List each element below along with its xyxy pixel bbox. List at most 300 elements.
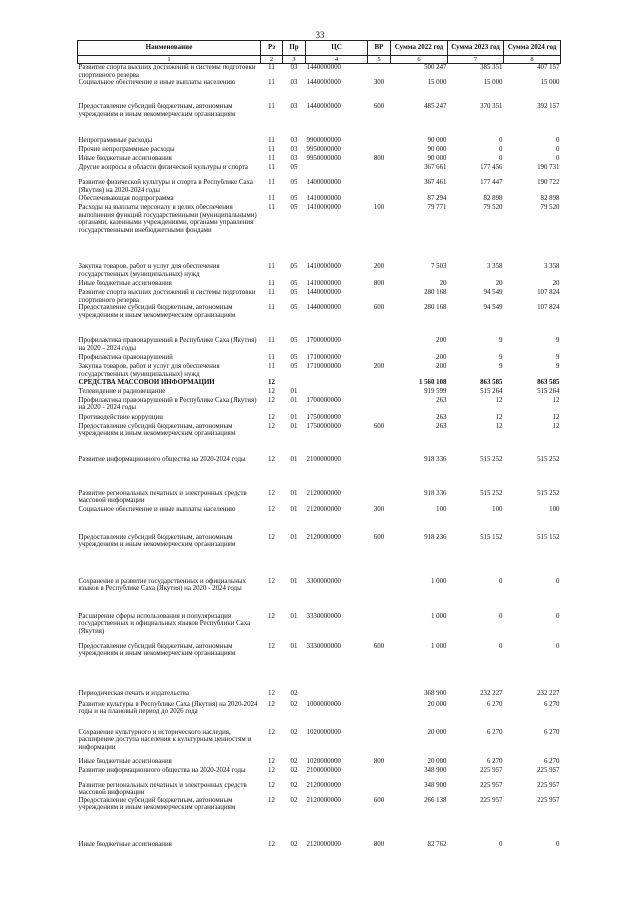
cell-s2024: 9 <box>556 354 560 362</box>
table-row <box>78 280 561 289</box>
cell-s2023: 177 447 <box>480 179 503 187</box>
cell-rz: 11 <box>268 289 275 297</box>
cell-vr: 300 <box>373 505 385 513</box>
cell-rz: 12 <box>268 781 275 789</box>
table-row <box>78 304 561 337</box>
cell-s2022: 918 336 <box>424 455 447 463</box>
cell-s2024: 6 270 <box>543 757 560 765</box>
cell-cs: 1400000000 <box>306 179 341 187</box>
table-row <box>78 613 561 643</box>
cell-s2023: 0 <box>499 146 503 154</box>
cell-s2023: 370 351 <box>480 103 503 111</box>
cell-name: Предоставление субсидий бюджетным, автономным учреждениям и иным некоммерческим организациям <box>78 422 236 438</box>
cell-vr <box>368 379 391 388</box>
cell-rz: 12 <box>268 533 275 541</box>
table-row <box>78 137 561 146</box>
cell-cs: 1750000000 <box>306 422 341 430</box>
cell-vr <box>368 146 391 155</box>
cell-cs: 1020000000 <box>306 757 341 765</box>
cell-s2024: 12 <box>552 396 560 404</box>
cell-s2022: 368 900 <box>424 689 447 697</box>
cell-vr: 200 <box>373 363 385 371</box>
cell-rz: 12 <box>268 757 275 765</box>
table-row <box>78 179 561 195</box>
cell-s2022: 263 <box>436 396 447 404</box>
cell-cs: 1440000000 <box>306 64 341 71</box>
cell-s2023: 515 252 <box>480 455 503 463</box>
cell-rz: 12 <box>268 387 275 395</box>
cell-s2024: 515 264 <box>537 387 560 395</box>
table-body <box>78 64 561 851</box>
table-row <box>78 195 561 204</box>
cell-rz: 12 <box>268 642 275 650</box>
cell-s2022: 90 000 <box>427 137 447 145</box>
header-name: Наименование <box>78 41 261 56</box>
table-row <box>78 103 561 137</box>
table-row <box>78 782 561 797</box>
cell-s2022: 200 <box>436 354 447 362</box>
column-number: 6 <box>391 56 448 64</box>
cell-vr <box>368 179 391 195</box>
column-number: 8 <box>504 56 561 64</box>
cell-pr: 02 <box>290 766 298 774</box>
cell-s2024: 515 252 <box>537 455 560 463</box>
cell-pr: 03 <box>290 146 298 154</box>
cell-vr <box>368 701 391 729</box>
cell-name: Социальное обеспечение и иные выплаты населению <box>78 505 236 513</box>
cell-name: Непрограммные расходы <box>78 137 153 145</box>
cell-rz: 11 <box>268 195 275 203</box>
cell-pr: 01 <box>290 612 298 620</box>
cell-vr: 800 <box>373 155 385 163</box>
table-row <box>78 414 561 423</box>
cell-s2023: 6 270 <box>486 700 503 708</box>
cell-s2024: 190 722 <box>537 179 560 187</box>
cell-cs: 1440000000 <box>306 304 341 312</box>
cell-pr: 05 <box>290 304 298 312</box>
cell-name: Сохранение культурного и исторического наследия, расширение доступа населения к культурным ценностям и информации <box>78 728 252 751</box>
table-row <box>78 578 561 613</box>
cell-name: Обеспечивающая подпрограмма <box>78 195 174 203</box>
cell-vr <box>368 164 391 179</box>
cell-name: Прочие непрограммные расходы <box>78 146 175 154</box>
cell-cs: 1410000000 <box>306 204 341 212</box>
cell-s2024: 6 270 <box>543 728 560 736</box>
cell-s2023: 12 <box>495 413 503 421</box>
cell-rz: 11 <box>268 179 275 187</box>
cell-s2024: 12 <box>552 413 560 421</box>
cell-s2023: 863 585 <box>480 378 503 386</box>
cell-cs: 1700000000 <box>306 396 341 404</box>
cell-pr: 03 <box>290 103 298 111</box>
column-number: 4 <box>306 56 368 64</box>
cell-rz: 11 <box>268 155 275 163</box>
table-row <box>78 797 561 841</box>
cell-name: Другие вопросы в области физической культуры и спорта <box>78 164 248 172</box>
cell-pr: 05 <box>290 195 298 203</box>
cell-s2023: 12 <box>495 396 503 404</box>
cell-s2024: 15 000 <box>540 79 560 87</box>
cell-vr <box>368 414 391 423</box>
cell-s2024: 12 <box>552 422 560 430</box>
table-row <box>78 64 561 80</box>
cell-cs <box>306 379 368 388</box>
cell-s2022: 82 762 <box>427 840 447 848</box>
cell-s2024: 0 <box>556 155 560 163</box>
cell-s2022: 200 <box>436 337 447 345</box>
cell-cs: 2120000000 <box>306 489 341 497</box>
cell-s2023: 100 <box>492 505 503 513</box>
cell-s2023: 0 <box>499 612 503 620</box>
cell-s2023: 79 520 <box>483 204 503 212</box>
cell-name: Расширение сферы использования и популяризация государственных и официальных языков Республики Саха (Якутия) <box>78 612 251 635</box>
cell-s2022: 348 900 <box>424 766 447 774</box>
cell-pr: 03 <box>290 79 298 87</box>
cell-s2023: 0 <box>499 642 503 650</box>
table-row <box>78 690 561 701</box>
table-row <box>78 758 561 767</box>
cell-pr: 02 <box>290 796 298 804</box>
cell-pr: 01 <box>290 489 298 497</box>
cell-rz: 12 <box>268 489 275 497</box>
cell-s2023: 9 <box>499 337 503 345</box>
cell-rz: 12 <box>268 455 275 463</box>
cell-cs: 2120000000 <box>306 796 341 804</box>
cell-rz: 11 <box>268 146 275 154</box>
cell-pr: 05 <box>290 363 298 371</box>
header-sum-2023: Сумма 2023 год <box>448 41 504 56</box>
cell-name: Развитие информационного общества на 2020-2024 годы <box>78 766 246 774</box>
cell-name: Телевидение и радиовещание <box>78 387 166 395</box>
cell-s2024: 0 <box>556 137 560 145</box>
table-row <box>78 423 561 456</box>
cell-vr <box>368 578 391 613</box>
cell-s2022: 1 000 <box>430 612 447 620</box>
table-row <box>78 490 561 506</box>
table-row <box>78 289 561 304</box>
cell-vr <box>368 337 391 354</box>
cell-vr: 600 <box>373 533 385 541</box>
table-row <box>78 456 561 490</box>
cell-rz: 11 <box>268 64 275 71</box>
cell-s2023: 225 957 <box>480 796 503 804</box>
cell-s2022: 100 <box>436 505 447 513</box>
cell-rz: 11 <box>268 137 275 145</box>
cell-rz: 12 <box>268 700 275 708</box>
cell-s2023: 6 270 <box>486 757 503 765</box>
cell-cs: 2120000000 <box>306 840 341 848</box>
table-row <box>78 337 561 354</box>
cell-name: Иные бюджетные ассигнования <box>78 280 172 288</box>
cell-s2024: 392 157 <box>537 103 560 111</box>
cell-pr: 02 <box>290 728 298 736</box>
cell-s2024: 9 <box>556 363 560 371</box>
cell-s2022: 280 168 <box>424 289 447 297</box>
cell-cs: 3330000000 <box>306 612 341 620</box>
cell-cs: 1000000000 <box>306 700 341 708</box>
table-row <box>78 841 561 851</box>
cell-name: Развитие информационного общества на 2020-2024 годы <box>78 455 246 463</box>
header-cs: ЦС <box>306 41 368 56</box>
cell-s2024: 107 824 <box>537 289 560 297</box>
table-row <box>78 701 561 729</box>
cell-name: Развитие региональных печатных и электронных средств массовой информации <box>78 781 247 797</box>
table-row <box>78 263 561 280</box>
column-number: 7 <box>448 56 504 64</box>
cell-pr: 02 <box>290 689 298 697</box>
cell-vr <box>368 690 391 701</box>
cell-vr: 300 <box>373 79 385 87</box>
cell-cs: 3330000000 <box>306 642 341 650</box>
cell-pr: 01 <box>290 505 298 513</box>
cell-name: Сохранение и развитие государственных и официальных языков в Республике Саха (Якутия) на 2020 - 2024 годы <box>78 577 246 593</box>
cell-s2022: 263 <box>436 422 447 430</box>
cell-cs <box>306 690 368 701</box>
cell-s2023: 0 <box>499 155 503 163</box>
table-row <box>78 729 561 758</box>
cell-s2024: 9 <box>556 337 560 345</box>
cell-vr <box>368 354 391 363</box>
cell-name: Профилактика правонарушений в Республике Саха (Якутия) на 2020 - 2024 годы <box>78 396 257 412</box>
column-number: 5 <box>368 56 391 64</box>
cell-s2023: 82 898 <box>483 195 503 203</box>
cell-rz: 12 <box>268 766 275 774</box>
cell-pr: 01 <box>290 413 298 421</box>
cell-rz: 11 <box>268 337 275 345</box>
header-sum-2022: Сумма 2022 год <box>391 41 448 56</box>
cell-s2024: 100 <box>549 505 560 513</box>
cell-s2024: 79 520 <box>540 204 560 212</box>
cell-s2024: 515 252 <box>537 489 560 497</box>
cell-rz: 12 <box>268 422 275 430</box>
cell-s2022: 263 <box>436 413 447 421</box>
cell-pr: 05 <box>290 280 298 288</box>
cell-s2024: 225 957 <box>537 766 560 774</box>
cell-s2023: 9 <box>499 363 503 371</box>
table-row <box>78 146 561 155</box>
cell-s2023: 0 <box>499 137 503 145</box>
cell-vr: 600 <box>373 422 385 430</box>
table-row <box>78 767 561 782</box>
cell-rz: 11 <box>268 164 275 172</box>
table-row <box>78 506 561 534</box>
cell-cs: 2120000000 <box>306 533 341 541</box>
cell-name: Предоставление субсидий бюджетным, автономным учреждениям и иным некоммерческим организациям <box>78 533 236 549</box>
cell-pr: 01 <box>290 422 298 430</box>
table-row <box>78 79 561 103</box>
cell-s2024: 20 <box>552 280 560 288</box>
table-row <box>78 397 561 414</box>
cell-s2024: 190 731 <box>537 164 560 172</box>
cell-rz: 12 <box>268 413 275 421</box>
cell-pr: 05 <box>290 179 298 187</box>
cell-s2022: 15 000 <box>427 79 447 87</box>
cell-s2024: 6 270 <box>543 700 560 708</box>
cell-vr <box>368 456 391 490</box>
cell-s2024: 0 <box>556 840 560 848</box>
cell-cs: 9950000000 <box>306 146 341 154</box>
cell-s2022: 1 560 108 <box>418 378 447 386</box>
cell-rz: 11 <box>268 363 275 371</box>
cell-rz: 12 <box>268 689 275 697</box>
cell-vr <box>368 195 391 204</box>
cell-pr <box>283 379 306 388</box>
cell-rz: 11 <box>268 280 275 288</box>
cell-s2023: 20 <box>495 280 503 288</box>
cell-pr: 02 <box>290 700 298 708</box>
cell-pr: 03 <box>290 137 298 145</box>
cell-rz: 11 <box>268 304 275 312</box>
cell-s2024: 863 585 <box>537 378 560 386</box>
cell-name: Профилактика правонарушений <box>78 354 173 362</box>
cell-vr: 600 <box>373 103 385 111</box>
cell-pr: 02 <box>290 757 298 765</box>
cell-cs: 1440000000 <box>306 289 341 297</box>
budget-table <box>77 40 561 851</box>
cell-vr <box>368 388 391 397</box>
cell-cs: 1710000000 <box>306 354 341 362</box>
cell-name: Предоставление субсидий бюджетным, автономным учреждениям и иным некоммерческим организациям <box>78 103 236 118</box>
cell-pr: 02 <box>290 781 298 789</box>
cell-cs <box>306 388 368 397</box>
cell-s2023: 15 000 <box>483 79 503 87</box>
cell-vr <box>368 289 391 304</box>
cell-cs: 3300000000 <box>306 577 341 585</box>
table-row <box>78 643 561 690</box>
cell-rz: 11 <box>268 103 275 111</box>
cell-s2024: 0 <box>556 577 560 585</box>
cell-pr: 05 <box>290 337 298 345</box>
cell-s2023: 515 264 <box>480 387 503 395</box>
table-row <box>78 354 561 363</box>
cell-vr <box>368 64 391 80</box>
cell-s2022: 79 771 <box>427 204 447 212</box>
cell-s2022: 919 599 <box>424 387 447 395</box>
cell-s2024: 3 358 <box>543 263 560 271</box>
cell-cs: 1710000000 <box>306 363 341 371</box>
cell-s2024: 515 152 <box>537 533 560 541</box>
cell-pr: 05 <box>290 289 298 297</box>
cell-cs: 1410000000 <box>306 195 341 203</box>
cell-pr: 02 <box>290 840 298 848</box>
cell-pr: 01 <box>290 533 298 541</box>
cell-s2023: 515 252 <box>480 489 503 497</box>
cell-name: Закупка товаров, работ и услуг для обеспечения государственных (муниципальных) нужд <box>78 263 220 278</box>
table-row <box>78 204 561 263</box>
cell-vr: 600 <box>373 642 385 650</box>
cell-vr: 800 <box>373 757 385 765</box>
cell-cs: 9950000000 <box>306 155 341 163</box>
cell-s2022: 1 000 <box>430 642 447 650</box>
cell-cs <box>306 164 368 179</box>
cell-pr: 03 <box>290 64 298 71</box>
cell-s2024: 225 957 <box>537 796 560 804</box>
cell-rz: 12 <box>268 728 275 736</box>
cell-s2024: 0 <box>556 642 560 650</box>
cell-s2024: 225 957 <box>537 781 560 789</box>
cell-pr: 01 <box>290 396 298 404</box>
cell-s2022: 367 661 <box>424 164 447 172</box>
cell-s2022: 87 294 <box>427 195 447 203</box>
cell-s2022: 20 <box>439 280 447 288</box>
table-row <box>78 164 561 179</box>
cell-rz: 12 <box>268 612 275 620</box>
column-number: 3 <box>283 56 306 64</box>
header-vr: ВР <box>368 41 391 56</box>
cell-cs: 1750000000 <box>306 413 341 421</box>
cell-s2022: 90 000 <box>427 146 447 154</box>
cell-s2023: 177 456 <box>480 164 503 172</box>
cell-vr <box>368 782 391 797</box>
cell-pr: 05 <box>290 263 298 271</box>
cell-rz: 11 <box>268 263 275 271</box>
cell-s2022: 348 900 <box>424 781 447 789</box>
cell-s2022: 20 000 <box>427 757 447 765</box>
cell-cs: 9900000000 <box>306 137 341 145</box>
cell-name: Иные бюджетные ассигнования <box>78 155 172 163</box>
cell-name: Развитие спорта высших достижений и системы подготовки спортивного резерва <box>78 64 256 79</box>
cell-vr: 600 <box>373 796 385 804</box>
cell-s2022: 367 461 <box>424 179 447 187</box>
cell-name: Развитие физической культуры и спорта в Республике Саха (Якутия) на 2020-2024 годы <box>78 179 253 194</box>
table-row <box>78 155 561 164</box>
cell-vr <box>368 729 391 758</box>
cell-s2023: 0 <box>499 577 503 585</box>
cell-s2022: 20 000 <box>427 728 447 736</box>
column-number: 2 <box>261 56 283 64</box>
cell-name: Развитие спорта высших достижений и системы подготовки спортивного резерва <box>78 289 256 304</box>
page-number: 33 <box>315 30 325 40</box>
cell-cs: 1410000000 <box>306 263 341 271</box>
cell-rz: 12 <box>268 577 275 585</box>
cell-s2022: 200 <box>436 363 447 371</box>
header-rz: Рз <box>261 41 283 56</box>
cell-rz: 12 <box>268 840 275 848</box>
cell-s2023: 225 957 <box>480 766 503 774</box>
cell-vr: 800 <box>373 280 385 288</box>
cell-rz: 12 <box>268 505 275 513</box>
cell-pr: 01 <box>290 455 298 463</box>
cell-s2022: 1 000 <box>430 577 447 585</box>
cell-pr: 01 <box>290 387 298 395</box>
cell-rz: 11 <box>268 354 275 362</box>
cell-cs: 2120000000 <box>306 505 341 513</box>
table-header <box>78 41 561 64</box>
cell-pr: 05 <box>290 354 298 362</box>
table-row <box>78 379 561 388</box>
cell-s2022: 485 247 <box>424 103 447 111</box>
cell-name: Развитие региональных печатных и электронных средств массовой информации <box>78 489 247 505</box>
cell-cs: 1440000000 <box>306 103 341 111</box>
cell-s2023: 9 <box>499 354 503 362</box>
cell-pr: 03 <box>290 155 298 163</box>
cell-s2023: 94 549 <box>483 304 503 312</box>
cell-s2023: 232 227 <box>480 689 503 697</box>
cell-s2022: 918 236 <box>424 533 447 541</box>
table-row <box>78 534 561 578</box>
cell-s2022: 90 000 <box>427 155 447 163</box>
cell-s2023: 385 351 <box>480 64 503 71</box>
cell-s2022: 500 247 <box>424 64 447 71</box>
cell-s2023: 94 549 <box>483 289 503 297</box>
cell-name: Предоставление субсидий бюджетным, автономным учреждениям и иным некоммерческим организациям <box>78 642 236 658</box>
cell-s2023: 515 152 <box>480 533 503 541</box>
cell-pr: 01 <box>290 642 298 650</box>
cell-vr: 100 <box>373 204 385 212</box>
cell-s2024: 0 <box>556 146 560 154</box>
cell-vr <box>368 137 391 146</box>
cell-s2022: 266 138 <box>424 796 447 804</box>
